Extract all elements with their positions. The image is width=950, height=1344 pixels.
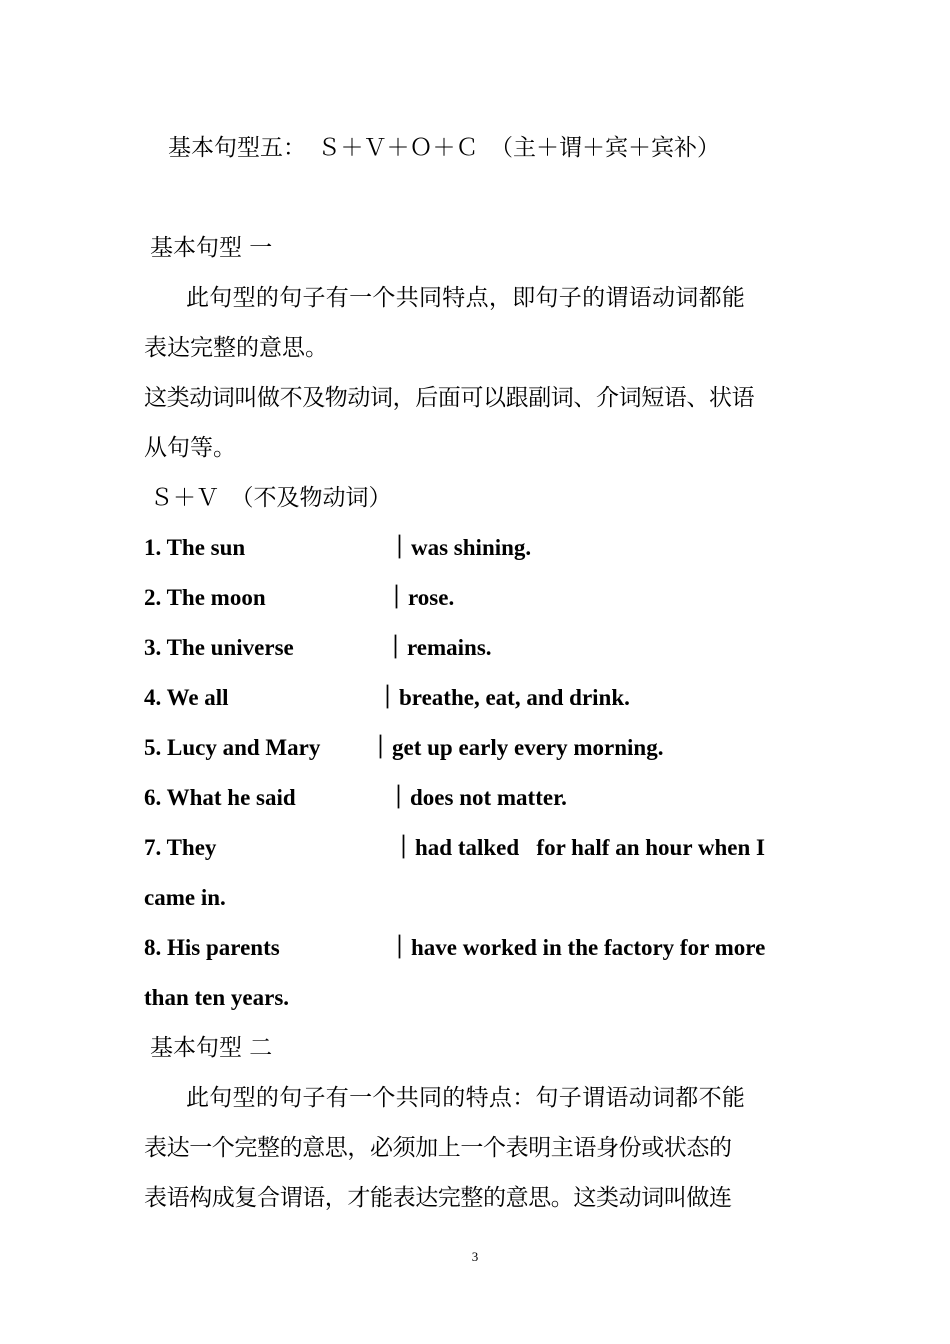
section2-para-line2: 表达一个完整的意思，必须加上一个表明主语身份或状态的 [144, 1135, 732, 1161]
section1-title: 基本句型 一 [150, 235, 273, 261]
example-predicate: ｜had talked for half an hour when I [392, 835, 765, 860]
section1-formula: Ｓ＋Ｖ （不及物动词） [150, 485, 392, 511]
section2-para-line3: 表语构成复合谓语，才能表达完整的意思。这类动词叫做连 [144, 1185, 732, 1211]
section1-para2-line2: 从句等。 [144, 435, 236, 461]
section1-para1-line1: 此句型的句子有一个共同特点，即句子的谓语动词都能 [186, 285, 746, 311]
example-predicate: ｜was shining. [388, 535, 532, 560]
example-subject: 5. Lucy and Mary [144, 735, 321, 760]
example-subject: 3. The universe [144, 635, 294, 660]
example-predicate: ｜have worked in the factory for more [388, 935, 766, 960]
section2-para-line1: 此句型的句子有一个共同的特点：句子谓语动词都不能 [186, 1085, 746, 1111]
example-predicate: ｜breathe, eat, and drink. [376, 685, 630, 710]
example-predicate: ｜does not matter. [387, 785, 567, 810]
example-continuation: came in. [144, 885, 226, 910]
example-subject: 1. The sun [144, 535, 246, 560]
example-predicate: ｜rose. [385, 585, 455, 610]
example-predicate: ｜get up early every morning. [369, 735, 664, 760]
header-line: 基本句型五： Ｓ＋Ｖ＋Ｏ＋Ｃ （主＋谓＋宾＋宾补） [168, 135, 720, 161]
example-subject: 6. What he said [144, 785, 296, 810]
example-continuation: than ten years. [144, 985, 290, 1010]
section2-title: 基本句型 二 [150, 1035, 273, 1061]
page-number: 3 [471, 1249, 479, 1264]
section1-para1-line2: 表达完整的意思。 [144, 335, 328, 361]
example-subject: 2. The moon [144, 585, 266, 610]
example-subject: 8. His parents [144, 935, 280, 960]
section1-para2-line1: 这类动词叫做不及物动词，后面可以跟副词、介词短语、状语 [144, 385, 755, 411]
example-predicate: ｜remains. [384, 635, 492, 660]
example-subject: 4. We all [144, 685, 229, 710]
example-subject: 7. They [144, 835, 217, 860]
